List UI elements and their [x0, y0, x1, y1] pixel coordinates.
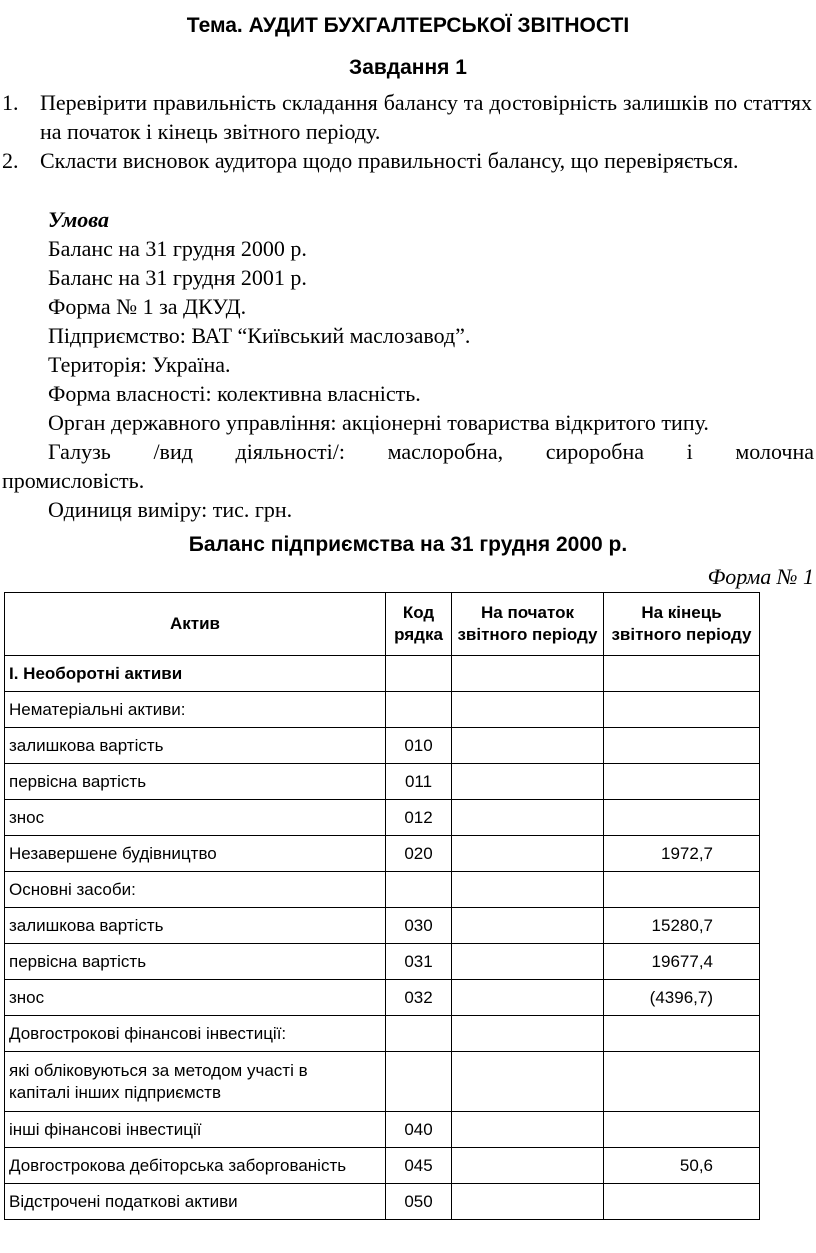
task-item-text: Перевірити правильність складання балансу та достовірність залишків по статтях на початок і кінець звітного періоду. — [40, 90, 812, 144]
table-row — [5, 1112, 760, 1148]
row-code: 045 — [386, 1148, 452, 1184]
row-end-value — [604, 1052, 760, 1112]
row-end-value — [604, 728, 760, 764]
header-start-line1: На початок — [480, 603, 574, 622]
row-label-line1: які обліковуються за методом участі в — [9, 1060, 308, 1080]
row-label: Незавершене будівництво — [5, 836, 386, 872]
row-code — [386, 1052, 452, 1112]
task-item-number: 1. — [2, 90, 19, 115]
table-row — [5, 656, 760, 692]
row-code: 050 — [386, 1184, 452, 1220]
row-start-value — [452, 1016, 604, 1052]
row-start-value — [452, 800, 604, 836]
condition-branch-continued: промисловість. — [2, 468, 145, 493]
form-number: Форма № 1 — [707, 564, 814, 589]
row-start-value — [452, 836, 604, 872]
row-start-value — [452, 1052, 604, 1112]
header-code-line1: Код — [402, 603, 435, 622]
row-start-value — [452, 944, 604, 980]
condition-branch: Галузь /вид діяльності/: маслоробна, сироробна і молочна — [48, 439, 814, 464]
row-end-value: 15280,7 — [604, 908, 760, 944]
header-end-line2: звітного періоду — [611, 625, 752, 644]
header-code-line2: рядка — [394, 625, 443, 644]
row-end-value: (4396,7) — [604, 980, 760, 1016]
condition-unit: Одиниця виміру: тис. грн. — [48, 497, 293, 522]
row-start-value — [452, 1148, 604, 1184]
row-code — [386, 692, 452, 728]
row-label-line2: капіталі інших підприємств — [9, 1082, 221, 1102]
row-code: 030 — [386, 908, 452, 944]
table-row — [5, 908, 760, 944]
row-code: 040 — [386, 1112, 452, 1148]
table-row — [5, 728, 760, 764]
row-label: знос — [5, 800, 386, 836]
condition-title: Умова — [48, 207, 109, 232]
row-label: Довгострокова дебіторська заборгованість — [5, 1148, 386, 1184]
table-row — [5, 764, 760, 800]
row-end-value — [604, 800, 760, 836]
row-end-value: 19677,4 — [604, 944, 760, 980]
task-item-1 — [0, 88, 812, 148]
row-start-value — [452, 728, 604, 764]
header-code — [386, 593, 452, 656]
row-code: 010 — [386, 728, 452, 764]
table-row — [5, 836, 760, 872]
condition-line: Підприємство: ВАТ “Київський маслозавод”. — [48, 323, 471, 348]
row-code: 011 — [386, 764, 452, 800]
row-code: 032 — [386, 980, 452, 1016]
row-label: І. Необоротні активи — [5, 656, 386, 692]
table-row — [5, 872, 760, 908]
table-row — [5, 1184, 760, 1220]
balance-table — [4, 592, 760, 1220]
table-row — [5, 980, 760, 1016]
row-label: інші фінансові інвестиції — [5, 1112, 386, 1148]
row-start-value — [452, 1184, 604, 1220]
header-start — [452, 593, 604, 656]
condition-line: Орган державного управління: акціонерні товариства відкритого типу. — [48, 410, 709, 435]
task-item-2 — [0, 146, 812, 206]
row-start-value — [452, 764, 604, 800]
row-label: Основні засоби: — [5, 872, 386, 908]
condition-line: Форма № 1 за ДКУД. — [48, 294, 247, 319]
row-end-value: 1972,7 — [604, 836, 760, 872]
row-label: залишкова вартість — [5, 728, 386, 764]
row-end-value — [604, 1016, 760, 1052]
header-asset: Актив — [5, 593, 386, 656]
row-start-value — [452, 908, 604, 944]
row-code — [386, 656, 452, 692]
row-start-value — [452, 692, 604, 728]
row-code: 020 — [386, 836, 452, 872]
condition-line: Баланс на 31 грудня 2001 р. — [48, 265, 307, 290]
table-row — [5, 692, 760, 728]
row-start-value — [452, 980, 604, 1016]
row-code: 031 — [386, 944, 452, 980]
row-start-value — [452, 656, 604, 692]
row-end-value — [604, 764, 760, 800]
row-end-value — [604, 1112, 760, 1148]
condition-line: Баланс на 31 грудня 2000 р. — [48, 236, 307, 261]
row-label: первісна вартість — [5, 944, 386, 980]
row-start-value — [452, 1112, 604, 1148]
row-label: Нематеріальні активи: — [5, 692, 386, 728]
row-end-value — [604, 692, 760, 728]
table-row — [5, 800, 760, 836]
row-label: Довгострокові фінансові інвестиції: — [5, 1016, 386, 1052]
task-item-text: Скласти висновок аудитора щодо правильності балансу, що перевіряється. — [40, 148, 739, 173]
condition-line: Форма власності: колективна власність. — [48, 381, 421, 406]
table-row — [5, 944, 760, 980]
task-item-number: 2. — [2, 148, 19, 173]
header-end-line1: На кінець — [641, 603, 722, 622]
row-code — [386, 872, 452, 908]
row-end-value — [604, 872, 760, 908]
row-code — [386, 1016, 452, 1052]
row-label — [5, 1052, 386, 1112]
table-header-row — [5, 593, 760, 656]
task-title: Завдання 1 — [349, 56, 467, 79]
row-end-value — [604, 656, 760, 692]
table-row — [5, 1148, 760, 1184]
row-label: знос — [5, 980, 386, 1016]
row-label: залишкова вартість — [5, 908, 386, 944]
row-label: первісна вартість — [5, 764, 386, 800]
header-end — [604, 593, 760, 656]
header-start-line2: звітного періоду — [457, 625, 598, 644]
balance-title: Баланс підприємства на 31 грудня 2000 р. — [188, 533, 628, 556]
table-row — [5, 1016, 760, 1052]
row-code: 012 — [386, 800, 452, 836]
page-topic: Тема. АУДИТ БУХГАЛТЕРСЬКОЇ ЗВІТНОСТІ — [186, 14, 630, 37]
row-end-value — [604, 1184, 760, 1220]
condition-line: Територія: Україна. — [48, 352, 231, 377]
row-start-value — [452, 872, 604, 908]
row-label: Відстрочені податкові активи — [5, 1184, 386, 1220]
row-end-value: 50,6 — [604, 1148, 760, 1184]
table-row — [5, 1052, 760, 1112]
